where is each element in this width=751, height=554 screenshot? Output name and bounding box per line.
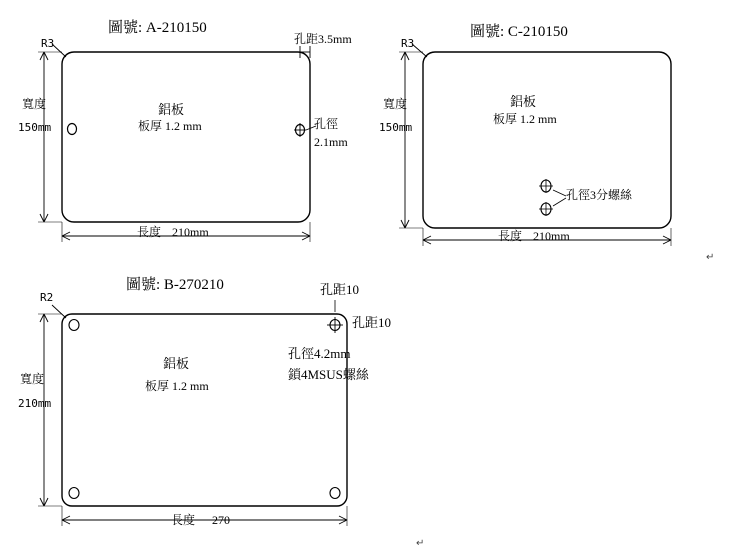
drawing-b-title: 圖號: B-270210 bbox=[126, 277, 224, 293]
drawing-a-hole-pitch-label: 孔距3.5mm bbox=[294, 32, 352, 46]
drawing-b-hole-pitch-top-label: 孔距10 bbox=[320, 282, 360, 297]
drawing-c-width-value: 150mm bbox=[379, 121, 413, 134]
drawing-a-length-value: 210mm bbox=[172, 225, 209, 239]
drawing-c-thickness-label: 板厚 1.2 mm bbox=[493, 112, 557, 126]
drawing-a-title: 圖號: A-210150 bbox=[108, 20, 207, 36]
drawing-b-hole-diameter-label: 孔徑4.2mm bbox=[288, 346, 351, 361]
drawing-a-material-label: 鋁板 bbox=[158, 102, 185, 117]
drawing-b-plate bbox=[38, 300, 347, 526]
drawing-c-material-label: 鋁板 bbox=[510, 94, 537, 109]
drawing-b-screw-note: 鎖4MSUS螺絲 bbox=[288, 367, 369, 382]
drawing-a-hole-diameter-label: 孔徑 bbox=[314, 117, 339, 131]
stray-mark-bottom: ↵ bbox=[416, 538, 425, 549]
drawing-c-length-value: 210mm bbox=[533, 229, 570, 243]
drawing-c-length-label: 長度 bbox=[498, 229, 523, 243]
drawing-c-hole-note: 孔徑3分螺絲 bbox=[566, 188, 633, 202]
drawing-b-length-label: 長度 bbox=[171, 513, 196, 527]
drawing-b-length-value: 270 bbox=[212, 513, 230, 527]
drawing-a-length-label: 長度 bbox=[137, 225, 162, 239]
stray-mark-right: ↵ bbox=[706, 252, 715, 263]
drawing-b-hole-pitch-side-label: 孔距10 bbox=[352, 315, 392, 330]
drawing-b-corner-radius-label: R2 bbox=[40, 291, 54, 304]
drawing-b-thickness-label: 板厚 1.2 mm bbox=[145, 379, 209, 393]
drawing-a-width-label: 寬度 bbox=[22, 97, 47, 111]
drawing-b-width-label: 寬度 bbox=[20, 372, 45, 386]
drawing-b-material-label: 鋁板 bbox=[163, 356, 190, 371]
drawing-c-plate bbox=[399, 44, 671, 246]
drawing-a-hole-diameter-value: 2.1mm bbox=[314, 135, 348, 149]
drawing-a-plate bbox=[38, 44, 316, 242]
drawing-c-width-label: 寬度 bbox=[383, 97, 408, 111]
drawing-c-title: 圖號: C-210150 bbox=[470, 24, 568, 40]
drawing-a-thickness-label: 板厚 1.2 mm bbox=[138, 119, 202, 133]
drawing-a-corner-radius-label: R3 bbox=[41, 37, 55, 50]
drawing-b-width-value: 210mm bbox=[18, 397, 52, 410]
drawing-a-width-value: 150mm bbox=[18, 121, 52, 134]
drawing-c-corner-radius-label: R3 bbox=[401, 37, 415, 50]
